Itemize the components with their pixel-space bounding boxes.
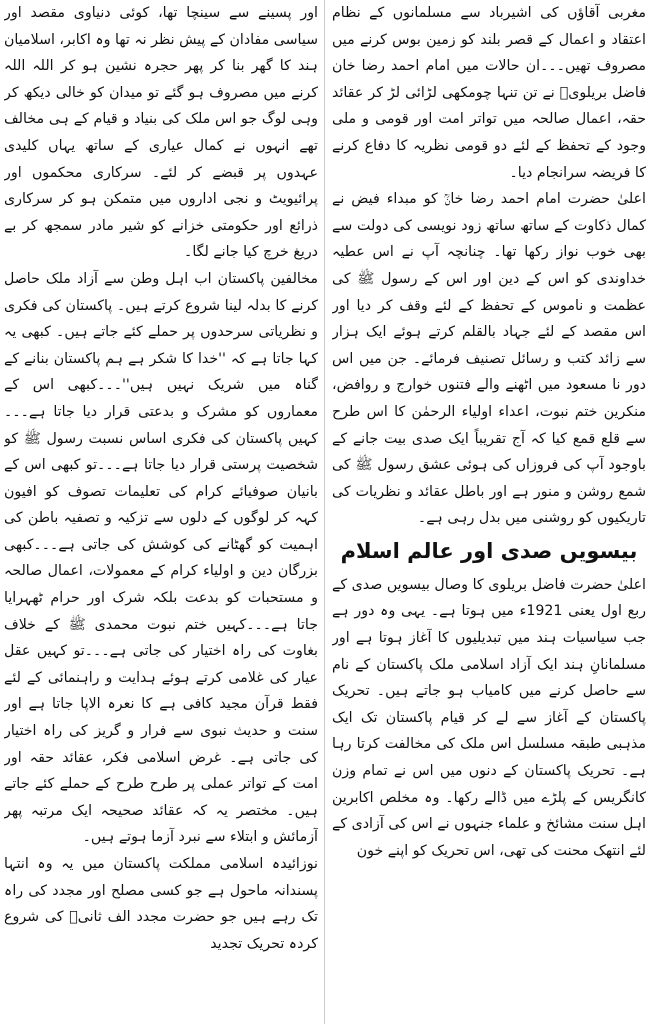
left-column: [4, 0, 318, 1024]
paragraph: اور پسینے سے سینچا تھا، کوئی دنیاوی مقصد اور سیاسی مفادان کے پیش نظر نہ تھا وہ اکابر، اسلامیان ہند کا گھر بنا کر پھر حجرہ نشین ہو کر اللہ اللہ کرنے میں مصروف ہو گئے تو میدان کو خالی دیکھ کر وہی لوگ جو اس ملک کی بنیاد و قیام کے ہی مخالف تھے انہوں نے کمال عیاری کے ساتھ یہاں کلیدی عہدوں پر قبضے کر لئے۔ سرکاری محکموں اور پرائیویٹ و نجی اداروں میں متمکن ہو کر سرکاری ذرائع اور حکومتی خزانے کو شیر مادر سمجھ کر بے دریغ خرچ کیا جانے لگا۔: [4, 5, 318, 261]
paragraph: نوزائیدہ اسلامی مملکت پاکستان میں یہ وہ انتہا پسندانہ ماحول ہے جو کسی مصلح اور مجدد کی راہ تک رہے ہیں جو حضرت مجدد الف ثانیؒ کی شروع کردہ تحریک تجدید: [4, 856, 318, 952]
paragraph: اعلیٰ حضرت فاضل بریلوی کا وصال بیسویں صدی کے ربع اول یعنی 1921ء میں ہوتا ہے۔ یہی وہ دور ہے جب سیاسیات ہند میں تبدیلیوں کا آغاز ہوتا ہے اور مسلمانانِ ہند ایک آزاد اسلامی ملک پاکستان کے نام سے حاصل کرنے میں کامیاب ہو جاتے ہیں۔ تحریک پاکستان کے آغاز سے لے کر قیام پاکستان تک ایک مذہبی طبقہ مسلسل اس ملک کی مخالفت کرتا رہا ہے۔ تحریک پاکستان کے دنوں میں اس نے تمام وزن کانگریس کے پلڑے میں ڈالے رکھا۔ وہ مخلص اکابرین اہل سنت مشائخ و علماء جنہوں نے اس کی آزادی کے لئے انتھک محنت کی تھی، اس تحریک کو اپنے خون: [332, 576, 646, 859]
right-column: [332, 0, 646, 1024]
column-divider: [324, 0, 325, 1024]
paragraph: مخالفین پاکستان اب اہل وطن سے آزاد ملک حاصل کرنے کا بدلہ لینا شروع کرتے ہیں۔ پاکستان کی فکری و نظریاتی سرحدوں پر حملے کئے جاتے ہیں۔ کبھی یہ کہا جاتا ہے کہ ''خدا کا شکر ہے ہم پاکستان بنانے کے گناہ میں شریک نہیں ہیں''۔۔۔کبھی اس کے معماروں کو مشرک و بدعتی قرار دیا جاتا ہے۔۔۔کہیں پاکستان کی فکری اساس نسبت رسول ﷺ کو شخصیت پرستی قرار دیا جاتا ہے۔۔۔تو کبھی اس کے بانیان صوفیائے کرام کی تعلیمات تصوف کو افیون کہہ کر لوگوں کے دلوں سے تزکیہ و تصفیہ باطن کی اہمیت کو گھٹانے کی کوشش کی جاتی ہے۔۔۔کبھی بزرگان دین و اولیاء کرام کے معمولات، اعمال صالحہ و مستحبات کو بدعت بلکہ شرک اور حرام ٹھہرایا جاتا ہے۔۔۔کہیں ختم نبوت محمدی ﷺ کے خلاف بغاوت کی راہ اختیار کی جاتی ہے۔۔۔تو کہیں عقل عیار کی غلامی کرتے ہوئے ہدایت و راہنمائی کے لئے فقط قرآن مجید کافی ہے کا نعرہ الاپا جاتا ہے اور سنت و حدیث نبوی سے فرار و گریز کی راہ اختیار کی جاتی ہے۔ غرض اسلامی فکر، عقائد حقہ اور امت کے تواتر عملی پر طرح طرح کے حملے کئے جاتے ہیں۔ مختصر یہ کہ عقائد صحیحہ ایک مرتبہ پھر آزمائش و ابتلاء سے نبرد آزما ہوتے ہیں۔: [4, 270, 318, 846]
paragraph: مغربی آقاؤں کی اشیرباد سے مسلمانوں کے نظام اعتقاد و اعمال کے قصر بلند کو زمین بوس کرنے میں مصروف تھیں۔۔۔ان حالات میں امام احمد رضا خان فاضل بریلویؒ نے تن تنہا چومکھی لڑائی لڑ کر عقائد حقہ، اعمال صالحہ میں تواتر امت اور قومی و ملی وجود کے تحفظ کے لئے دو قومی نظریہ کا دفاع کرنے کا فریضہ سرانجام دیا۔: [332, 5, 646, 181]
section-heading: بیسویں صدی اور عالم اسلام: [340, 538, 638, 563]
paragraph: اعلیٰ حضرت امام احمد رضا خانؒ کو مبداء فیض نے کمال ذکاوت کے ساتھ ساتھ زود نویسی کی دولت سے بھی خوب نواز رکھا تھا۔ چنانچہ آپ نے اس عطیہ خداوندی کو اس کے دین اور اس کے رسول ﷺ کی عظمت و ناموس کے تحفظ کے لئے وقف کر دیا اور اس مقصد کے لئے جہاد بالقلم کرتے ہوئے ایک ہزار سے زائد کتب و رسائل تصنیف فرمائے۔ جن میں اس دور نا مسعود میں اٹھنے والے فتنوں خوارج و روافض، منکرین ختم نبوت، اعداء اولیاء الرحمٰن کا اس طرح سے قلع قمع کیا کہ آج تقریباً ایک صدی بیت جانے کے باوجود آپ کی فروزاں کی ہوئی عشق رسول ﷺ کی شمع روشن و منور ہے اور باطل عقائد و نظریات کی تاریکیوں کو روشنی میں بدل رہی ہے۔: [332, 191, 646, 527]
